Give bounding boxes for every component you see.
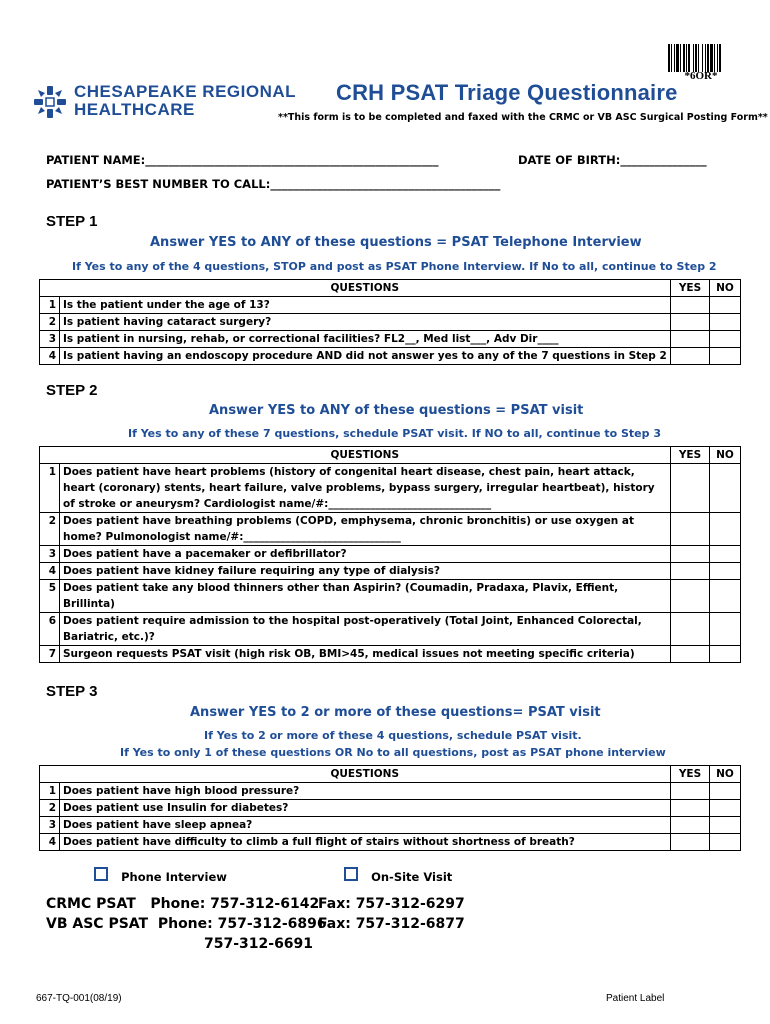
question-text: Does patient have heart problems (history of congenital heart disease, chest pain, heart attack, heart (coronary) stents, heart failure, valve problems, bypass surgery, irregular heartbeat), history of stroke or aneurysm? Cardiologist name/#:_______________________________: [60, 464, 671, 513]
question-row: [40, 546, 741, 563]
yes-header: YES: [671, 447, 710, 464]
step1-rule: Answer YES to ANY of these questions = PSAT Telephone Interview: [150, 235, 642, 250]
yes-answer-cell[interactable]: [671, 546, 710, 563]
yes-answer-cell[interactable]: [671, 297, 710, 314]
question-row: [40, 800, 741, 817]
yes-answer-cell[interactable]: [671, 331, 710, 348]
yes-answer-cell[interactable]: [671, 783, 710, 800]
no-answer-cell[interactable]: [710, 563, 741, 580]
question-text: Does patient have high blood pressure?: [60, 783, 671, 800]
question-row: [40, 331, 741, 348]
step3-heading: STEP 3: [46, 683, 98, 700]
no-answer-cell[interactable]: [710, 314, 741, 331]
page-subtitle: **This form is to be completed and faxed with the CRMC or VB ASC Surgical Posting Form**: [278, 112, 768, 123]
table-header-row: [40, 280, 741, 297]
question-number: 6: [40, 613, 60, 646]
no-answer-cell[interactable]: [710, 646, 741, 663]
step1-heading: STEP 1: [46, 213, 98, 230]
step2-table: [39, 446, 741, 663]
barcode-text: *6OR*: [684, 70, 718, 82]
onsite-visit-option[interactable]: [344, 866, 452, 885]
no-answer-cell[interactable]: [710, 331, 741, 348]
date-of-birth-field[interactable]: DATE OF BIRTH:_______________: [518, 153, 707, 167]
no-answer-cell[interactable]: [710, 783, 741, 800]
question-number: 4: [40, 563, 60, 580]
yes-answer-cell[interactable]: [671, 817, 710, 834]
no-answer-cell[interactable]: [710, 817, 741, 834]
question-text: Is patient having cataract surgery?: [60, 314, 671, 331]
question-number: 1: [40, 297, 60, 314]
questions-header: QUESTIONS: [60, 280, 671, 297]
question-number: 2: [40, 314, 60, 331]
no-answer-cell[interactable]: [710, 834, 741, 851]
question-row: [40, 348, 741, 365]
question-number: 4: [40, 348, 60, 365]
question-text: Surgeon requests PSAT visit (high risk OB, BMI>45, medical issues not meeting specific criteria): [60, 646, 671, 663]
no-answer-cell[interactable]: [710, 613, 741, 646]
yes-answer-cell[interactable]: [671, 834, 710, 851]
yes-answer-cell[interactable]: [671, 580, 710, 613]
no-header: NO: [710, 766, 741, 783]
logo-text-line1: CHESAPEAKE REGIONAL: [74, 82, 297, 101]
yes-answer-cell[interactable]: [671, 348, 710, 365]
question-number: 5: [40, 580, 60, 613]
question-text: Does patient require admission to the hospital post-operatively (Total Joint, Enhanced Colorectal, Bariatric, etc.)?: [60, 613, 671, 646]
no-answer-cell[interactable]: [710, 348, 741, 365]
question-number: 3: [40, 546, 60, 563]
question-number: 1: [40, 464, 60, 513]
question-number: 4: [40, 834, 60, 851]
yes-header: YES: [671, 280, 710, 297]
question-number: 2: [40, 800, 60, 817]
yes-answer-cell[interactable]: [671, 613, 710, 646]
vb-asc-fax: Fax: 757-312-6877: [318, 916, 465, 932]
table-header-row: [40, 447, 741, 464]
yes-answer-cell[interactable]: [671, 513, 710, 546]
question-text: Does patient have breathing problems (COPD, emphysema, chronic bronchitis) or use oxygen at home? Pulmonologist name/#:______________________________: [60, 513, 671, 546]
step1-table: [39, 279, 741, 365]
question-text: Does patient have a pacemaker or defibrillator?: [60, 546, 671, 563]
step3-instruction-2: If Yes to only 1 of these questions OR No to all questions, post as PSAT phone interview: [120, 746, 666, 759]
crmc-phone: CRMC PSAT Phone: 757-312-6142: [46, 896, 320, 912]
question-row: [40, 513, 741, 546]
question-text: Does patient have kidney failure requiring any type of dialysis?: [60, 563, 671, 580]
no-answer-cell[interactable]: [710, 546, 741, 563]
crh-logo-icon: [32, 84, 68, 120]
question-text: Is patient in nursing, rehab, or correctional facilities? FL2__, Med list___, Adv Dir____: [60, 331, 671, 348]
crmc-fax: Fax: 757-312-6297: [318, 896, 465, 912]
question-text: Does patient take any blood thinners other than Aspirin? (Coumadin, Pradaxa, Plavix, Effient, Brillinta): [60, 580, 671, 613]
question-text: Does patient have difficulty to climb a full flight of stairs without shortness of breath?: [60, 834, 671, 851]
yes-answer-cell[interactable]: [671, 646, 710, 663]
question-row: [40, 613, 741, 646]
yes-answer-cell[interactable]: [671, 563, 710, 580]
step3-table: [39, 765, 741, 851]
step3-instruction-1: If Yes to 2 or more of these 4 questions, schedule PSAT visit.: [204, 729, 582, 742]
question-number: 3: [40, 331, 60, 348]
no-answer-cell[interactable]: [710, 513, 741, 546]
phone-interview-label: Phone Interview: [121, 870, 227, 884]
phone-interview-option[interactable]: [94, 866, 227, 885]
question-row: [40, 297, 741, 314]
yes-answer-cell[interactable]: [671, 800, 710, 817]
yes-answer-cell[interactable]: [671, 314, 710, 331]
question-text: Is patient having an endoscopy procedure AND did not answer yes to any of the 7 questions in Step 2: [60, 348, 671, 365]
form-id: 667-TQ-001(08/19): [36, 993, 122, 1004]
question-number: 2: [40, 513, 60, 546]
question-number: 1: [40, 783, 60, 800]
question-text: Does patient have sleep apnea?: [60, 817, 671, 834]
no-answer-cell[interactable]: [710, 580, 741, 613]
step2-heading: STEP 2: [46, 382, 98, 399]
yes-header: YES: [671, 766, 710, 783]
phone-interview-checkbox[interactable]: [94, 867, 108, 881]
logo-text-line2: HEALTHCARE: [74, 100, 195, 119]
question-number: 7: [40, 646, 60, 663]
onsite-visit-label: On-Site Visit: [371, 870, 453, 884]
question-row: [40, 817, 741, 834]
vb-asc-phone: VB ASC PSAT Phone: 757-312-6896: [46, 916, 327, 932]
table-header-row: [40, 766, 741, 783]
step2-rule: Answer YES to ANY of these questions = PSAT visit: [209, 403, 584, 418]
question-text: Is the patient under the age of 13?: [60, 297, 671, 314]
step1-instruction: If Yes to any of the 4 questions, STOP and post as PSAT Phone Interview. If No to all, continue to Step 2: [72, 260, 717, 273]
logo: [32, 82, 302, 122]
extra-phone: 757-312-6691: [204, 936, 314, 952]
page-title: CRH PSAT Triage Questionnaire: [336, 80, 678, 105]
question-row: [40, 646, 741, 663]
question-row: [40, 464, 741, 513]
question-row: [40, 783, 741, 800]
step2-instruction: If Yes to any of these 7 questions, schedule PSAT visit. If NO to all, continue to Step 3: [128, 427, 662, 440]
onsite-visit-checkbox[interactable]: [344, 867, 358, 881]
no-answer-cell[interactable]: [710, 800, 741, 817]
patient-label: Patient Label: [606, 993, 665, 1004]
questions-header: QUESTIONS: [60, 447, 671, 464]
question-number: 3: [40, 817, 60, 834]
step3-rule: Answer YES to 2 or more of these questions= PSAT visit: [190, 705, 601, 720]
no-header: NO: [710, 280, 741, 297]
barcode: [668, 44, 734, 72]
no-header: NO: [710, 447, 741, 464]
question-row: [40, 834, 741, 851]
yes-answer-cell[interactable]: [671, 464, 710, 513]
no-answer-cell[interactable]: [710, 464, 741, 513]
question-row: [40, 314, 741, 331]
best-number-field[interactable]: PATIENT’S BEST NUMBER TO CALL:________________________________________: [46, 177, 501, 191]
questions-header: QUESTIONS: [60, 766, 671, 783]
question-row: [40, 563, 741, 580]
question-text: Does patient use Insulin for diabetes?: [60, 800, 671, 817]
patient-name-field[interactable]: PATIENT NAME:___________________________________________________: [46, 153, 439, 167]
question-row: [40, 580, 741, 613]
barcode-bar: [721, 44, 722, 72]
no-answer-cell[interactable]: [710, 297, 741, 314]
